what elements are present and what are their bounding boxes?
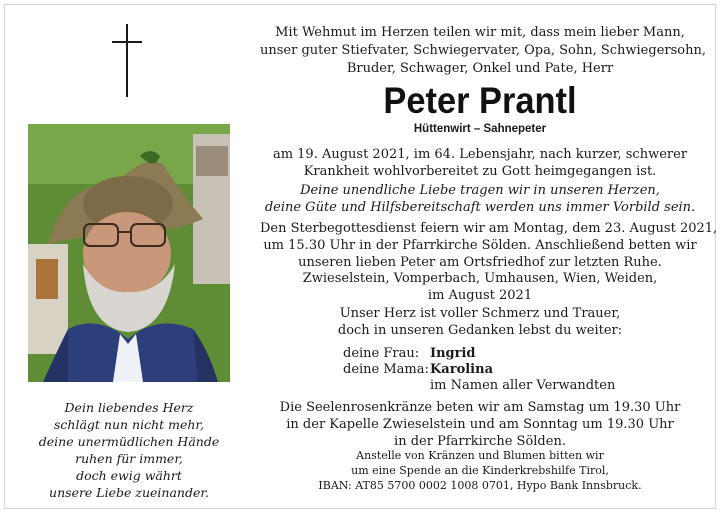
deceased-name: Peter Prantl [383,80,577,121]
relative-name: Karolina [430,362,493,377]
relative-label: deine Frau: [343,346,420,361]
intro-text [260,24,706,78]
relatives-footer: im Namen aller Verwandten [430,378,616,393]
intro-line: Bruder, Schwager, Onkel und Pate, Herr [346,61,614,76]
heart-text: Unser Herz ist voller Schmerz und Trauer, doch in unseren Gedanken lebst du weiter: [337,306,623,338]
portrait-photo [28,124,230,382]
intro-line: Mit Wehmut im Herzen teilen wir mit, dass mein lieber Mann, [275,25,685,40]
rosary-text: Die Seelenrosenkränze beten wir am Samstag um 19.30 Uhr in der Kapelle Zwieselstein und am Sonntag um 19.30 Uhr in der Pfarrkirche Sölden. [279,400,681,449]
memorial-quote: Deine unendliche Liebe tragen wir in unseren Herzen, deine Güte und Hilfsbereitschaft werden uns immer Vorbild sein. [264,183,696,215]
relative-label: deine Mama: [343,362,429,377]
relative-name: Ingrid [430,346,476,361]
intro-line: unser guter Stiefvater, Schwiegervater, Opa, Sohn, Schwiegersohn, [260,43,706,58]
deceased-subtitle: Hüttenwirt – Sahnepeter [413,123,547,135]
funeral-service: Den Sterbegottesdienst feiern wir am Montag, dem 23. August 2021, um 15.30 Uhr in der Pfarrkirche Sölden. Anschließend betten wir unseren lieben Peter am Ortsfriedhof zur letzten Ruhe. [260,221,718,270]
death-notice: am 19. August 2021, im 64. Lebensjahr, nach kurzer, schwerer Krankheit wohlvorbereitet zu Gott heimgegangen ist. [272,147,688,179]
memorial-verse: Dein liebendes Herz schlägt nun nicht mehr, deine unermüdlichen Hände ruhen für immer, doch ewig währt unsere Liebe zueinander. [38,400,220,500]
donation-text: Anstelle von Kränzen und Blumen bitten wir um eine Spende an die Kinderkrebshilfe Tirol, IBAN: AT85 5700 0002 1008 0701, Hypo Bank Innsbruck. [318,449,642,492]
places-date: Zwieselstein, Vomperbach, Umhausen, Wien, Weiden, im August 2021 [302,271,658,303]
